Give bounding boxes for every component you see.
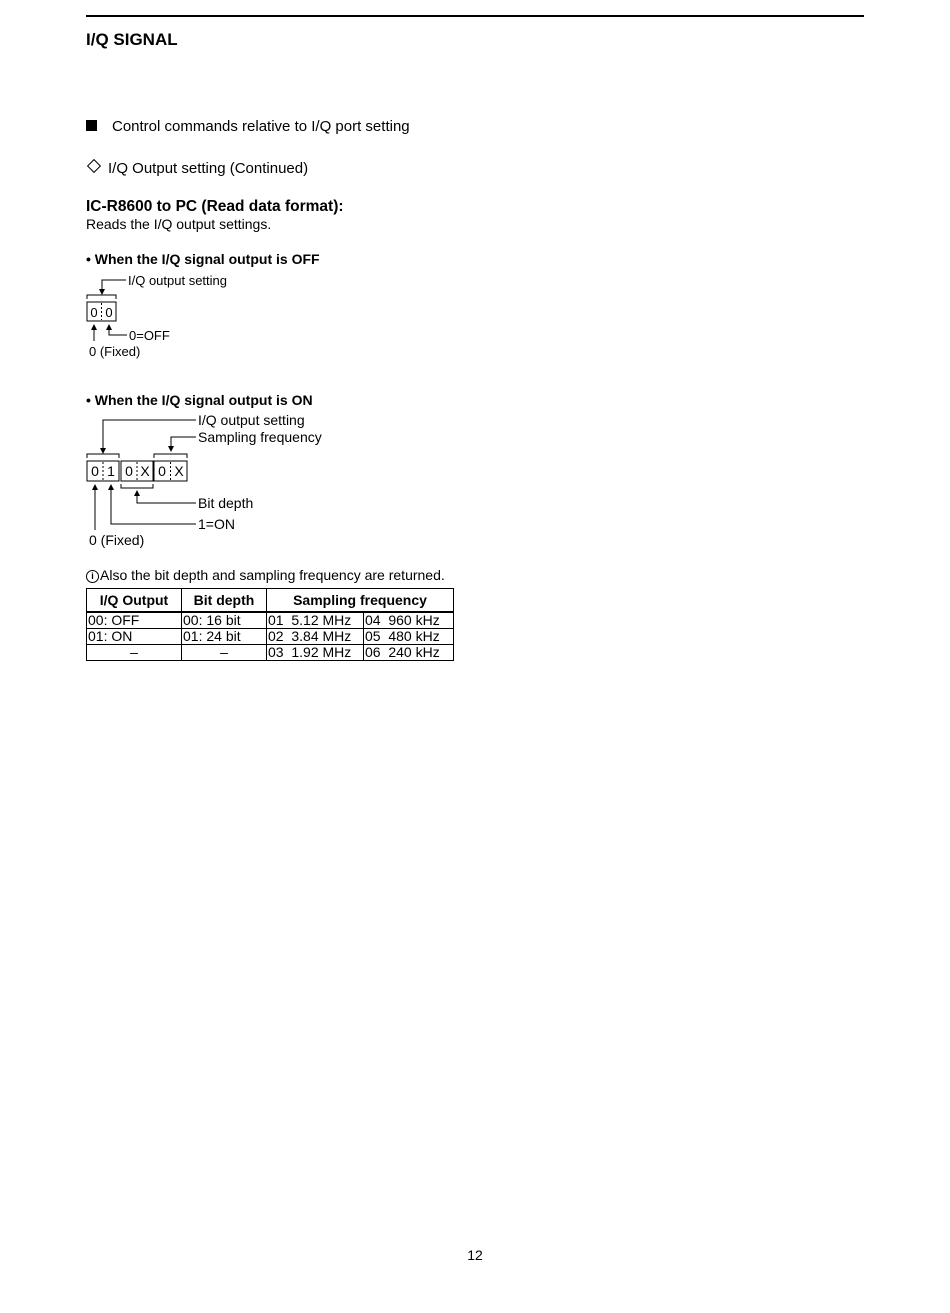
on-sampling-label: Sampling frequency — [198, 429, 322, 445]
off-fixed-label: 0 (Fixed) — [89, 344, 141, 359]
off-digit-2: 0 — [105, 305, 113, 320]
note-text: Also the bit depth and sampling frequency are returned. — [100, 567, 445, 583]
on-case-title: • When the I/Q signal output is ON — [86, 392, 313, 408]
table-row — [87, 629, 454, 645]
heading-text: Control commands relative to I/Q port setting — [112, 118, 410, 135]
table-cell: 03 1.92 MHz — [267, 645, 364, 661]
on-digit-4: X — [140, 463, 150, 479]
on-digit-5: 0 — [158, 463, 166, 479]
table-cell: 00: OFF — [87, 612, 182, 629]
off-digit-1: 0 — [90, 305, 98, 320]
description: Reads the I/Q output settings. — [86, 216, 272, 232]
table-row — [87, 645, 454, 661]
table-cell: 00: 16 bit — [182, 612, 267, 629]
on-digit-6: X — [174, 463, 184, 479]
section-title: I/Q SIGNAL — [86, 30, 178, 49]
table-row — [87, 612, 454, 629]
off-setting-label: I/Q output setting — [128, 273, 228, 288]
off-case-title: • When the I/Q signal output is OFF — [86, 251, 320, 267]
direction-title: IC-R8600 to PC (Read data format): — [86, 198, 344, 215]
table-cell: 02 3.84 MHz — [267, 629, 364, 645]
on-fixed-label: 0 (Fixed) — [89, 532, 145, 548]
header-bit-depth: Bit depth — [182, 589, 267, 613]
off-value-label: 0=OFF — [129, 328, 170, 343]
iq-settings-table — [86, 588, 454, 661]
header-iq-output: I/Q Output — [87, 589, 182, 613]
table-cell: 01: ON — [87, 629, 182, 645]
on-setting-label: I/Q output setting — [198, 412, 305, 428]
table-cell: 06 240 kHz — [364, 645, 454, 661]
table-cell: 01 5.12 MHz — [267, 612, 364, 629]
table-cell: 01: 24 bit — [182, 629, 267, 645]
on-value-label: 1=ON — [198, 516, 235, 532]
on-bit-depth-label: Bit depth — [198, 495, 254, 511]
on-digit-1: 0 — [91, 463, 99, 479]
info-icon: i — [86, 570, 99, 583]
table-header-row — [87, 589, 454, 613]
note — [86, 567, 445, 583]
table-cell: – — [182, 645, 267, 661]
header-sampling-frequency: Sampling frequency — [267, 589, 454, 613]
table-cell: – — [87, 645, 182, 661]
page-number: 12 — [467, 1247, 483, 1263]
subheading-text: I/Q Output setting (Continued) — [108, 160, 309, 177]
on-digit-3: 0 — [125, 463, 133, 479]
table-cell: 05 480 kHz — [364, 629, 454, 645]
table-cell: 04 960 kHz — [364, 612, 454, 629]
on-diagram — [0, 0, 950, 560]
on-digit-2: 1 — [107, 463, 115, 479]
